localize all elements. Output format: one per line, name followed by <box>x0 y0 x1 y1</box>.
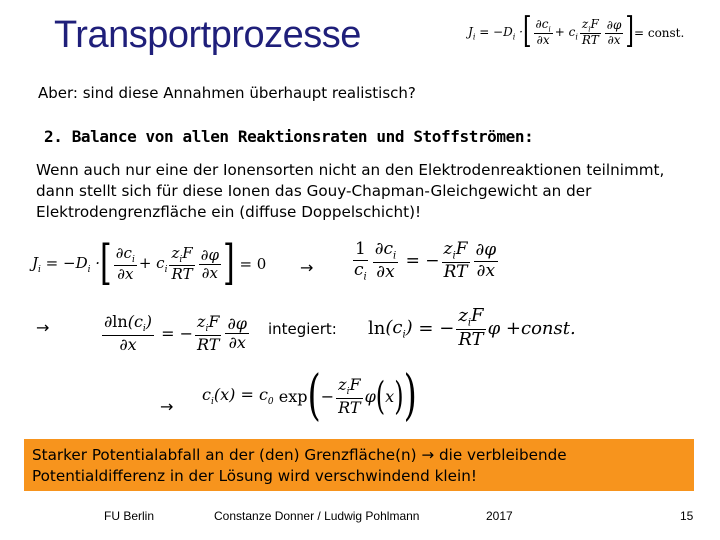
arrow-icon: → <box>36 318 50 337</box>
flux-zero-equation: $J_i = -D_i$ · [ $\frac{\partial c_i}{\partial x}$ + $c_i$ $\frac{z_iF}{RT}$ $\frac{\partial\varphi}{\partial x}$ ] = 0 <box>32 235 267 292</box>
footer-authors: Constanze Donner / Ludwig Pohlmann <box>214 509 420 523</box>
integrated-equation: ln $(c_i)$ = − $\frac{z_iF}{RT}$ φ + const. <box>368 305 576 351</box>
header-formula: $J_i = -D_i$ · [ $\frac{\partial c_i}{\partial x}$ + $c_i$ $\frac{z_iF}{RT}$ $\frac{\partial\varphi}{\partial x}$ ] = const. <box>468 12 685 53</box>
footer-institution: FU Berlin <box>104 509 155 523</box>
log-derivative-equation: $\frac{\partial\ln(c_i)}{\partial x}$ = − $\frac{z_iF}{RT}$ $\frac{\partial\varphi}{\partial x}$ <box>104 312 247 354</box>
body-paragraph: Wenn auch nur eine der Ionensorten nicht an den Elektrodenreaktionen teilnimmt, dann stellt sich für diese Ionen das Gouy-Chapman-Gleichgewicht an der Elektrodengrenzfläche ein (diffuse Doppelschicht)! <box>36 161 665 221</box>
section-heading: 2. Balance von allen Reaktionsraten und Stoffströmen: <box>44 127 534 146</box>
gradient-ratio-equation: $\frac{1}{c_i}$ $\frac{\partial c_i}{\partial x}$ = − $\frac{z_iF}{RT}$ $\frac{\partial\varphi}{\partial x}$ <box>354 239 497 282</box>
arrow-icon: → <box>160 397 174 416</box>
integrated-label: integiert: <box>268 320 337 338</box>
footer-year: 2017 <box>486 509 513 523</box>
slide-title: Transportprozesse <box>54 14 361 56</box>
arrow-icon: → <box>300 258 314 277</box>
conclusion-highlight-box <box>24 439 694 491</box>
boltzmann-equation: $c_i(x) = c_0$ exp ( − $\frac{z_iF}{RT}$ φ ( x ) ) <box>202 364 417 429</box>
page-number: 15 <box>680 509 694 523</box>
conclusion-text: Starker Potentialabfall an der (den) Grenzfläche(n) → die verbleibende Potentialdifferenz in der Lösung wird verschwindend klein! <box>32 446 567 485</box>
question-text: Aber: sind diese Annahmen überhaupt realistisch? <box>38 84 416 102</box>
